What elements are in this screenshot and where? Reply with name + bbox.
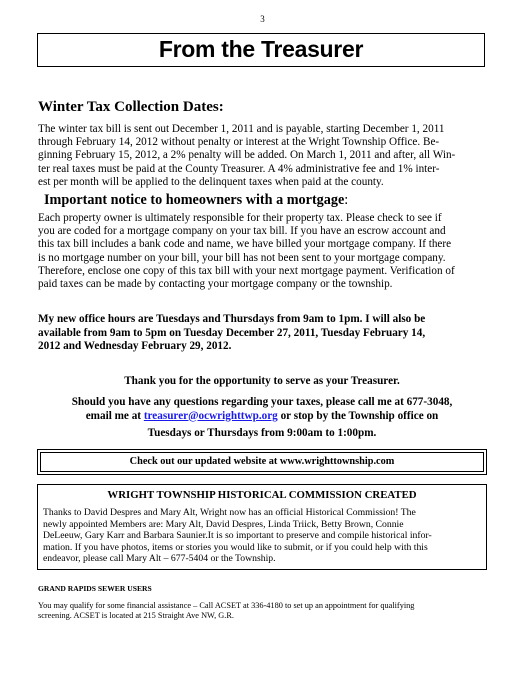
paragraph-line: My new office hours are Tuesdays and Thursdays from 9am to 1pm. I will also be: [38, 313, 426, 325]
mortgage-notice-paragraph: [38, 212, 488, 291]
paragraph-line: ginning February 15, 2012, a 2% penalty will be added. On March 1, 2011 and after, all Win-: [38, 149, 456, 162]
paragraph-line: DeLeeuw, Gary Karr and Barbara Saunier.It is so important to preserve and compile historical infor-: [43, 530, 432, 542]
page-number: 3: [260, 14, 265, 24]
page-title: From the Treasurer: [158, 36, 364, 62]
paragraph-line: [37, 410, 487, 424]
mortgage-heading-colon: :: [344, 192, 349, 208]
paragraph-line: The winter tax bill is sent out December 1, 2011 and is payable, starting December 1, 2011: [38, 123, 445, 135]
historical-commission-body: [43, 507, 481, 565]
paragraph-line: Should you have any questions regarding your taxes, please call me at 677-3048,: [71, 396, 453, 408]
paragraph-line: newly appointed Members are: Mary Alt, David Despres, Linda Triick, Betty Brown, Connie: [43, 518, 404, 530]
historical-commission-box: [37, 484, 487, 570]
email-suffix: or stop by the Township office on: [277, 409, 439, 422]
paragraph-line: is no mortgage number on your bill, your bill has not been sent to your mortgage company.: [38, 251, 446, 264]
paragraph-line: available from 9am to 5pm on Tuesday December 27, 2011, Tuesday February 14,: [38, 326, 426, 339]
website-box: [37, 449, 487, 475]
paragraph-line: Thanks to David Despres and Mary Alt, Wright now has an official Historical Commission! The: [43, 507, 416, 518]
sewer-paragraph: [38, 601, 488, 621]
office-hours-paragraph: [38, 313, 488, 354]
paragraph-line: Therefore, enclose one copy of this tax bill with your next mortgage payment. Verification of: [38, 264, 455, 277]
treasurer-email-link[interactable]: treasurer@ocwrighttwp.org: [143, 409, 278, 422]
email-prefix: email me at: [85, 409, 144, 422]
paragraph-line: endeavor, please call Mary Alt – 677-5404 or the Township.: [43, 553, 276, 565]
paragraph-line: this tax bill includes a bank code and name, we have billed your mortgage company. If there: [38, 238, 452, 251]
paragraph-line: 2012 and Wednesday February 29, 2012.: [38, 340, 232, 352]
paragraph-line: est per month will be applied to the delinquent taxes when paid at the county.: [38, 175, 384, 188]
paragraph-line: You may qualify for some financial assistance – Call ACSET at 336-4180 to set up an appointment for qualifying: [38, 601, 415, 610]
sewer-heading: GRAND RAPIDS SEWER USERS: [38, 584, 152, 593]
paragraph-line: through February 14, 2012 without penalty or interest at the Wright Township Office. Be-: [38, 136, 440, 149]
questions-paragraph: [37, 396, 487, 423]
paragraph-line: mation. If you have photos, items or stories you would like to submit, or if you could help with this: [43, 541, 428, 553]
paragraph-line: screening. ACSET is located at 215 Straight Ave NW, G.R.: [38, 611, 234, 620]
paragraph-line: paid taxes can be made by contacting your mortgage company or the township.: [38, 278, 393, 291]
mortgage-notice-heading: [44, 192, 348, 209]
paragraph-line: Each property owner is ultimately responsible for their property tax. Please check to see if: [38, 212, 442, 224]
website-text: Check out our updated website at www.wrighttownship.com: [40, 452, 484, 472]
office-days-line: Tuesdays or Thursdays from 9:00am to 1:00pm.: [147, 427, 377, 439]
paragraph-line: ter real taxes must be paid at the County Treasurer. A 4% administrative fee and 1% inter-: [38, 162, 440, 175]
winter-tax-heading: Winter Tax Collection Dates:: [38, 99, 224, 115]
mortgage-heading-text: Important notice to homeowners with a mortgage: [44, 192, 345, 208]
thanks-line: Thank you for the opportunity to serve as your Treasurer.: [124, 375, 400, 387]
paragraph-line: you are coded for a mortgage company on your tax bill. If you have an escrow account and: [38, 225, 446, 238]
winter-tax-paragraph: [38, 123, 488, 189]
page-title-box: [37, 33, 485, 67]
historical-commission-title: WRIGHT TOWNSHIP HISTORICAL COMMISSION CREATED: [107, 489, 417, 501]
